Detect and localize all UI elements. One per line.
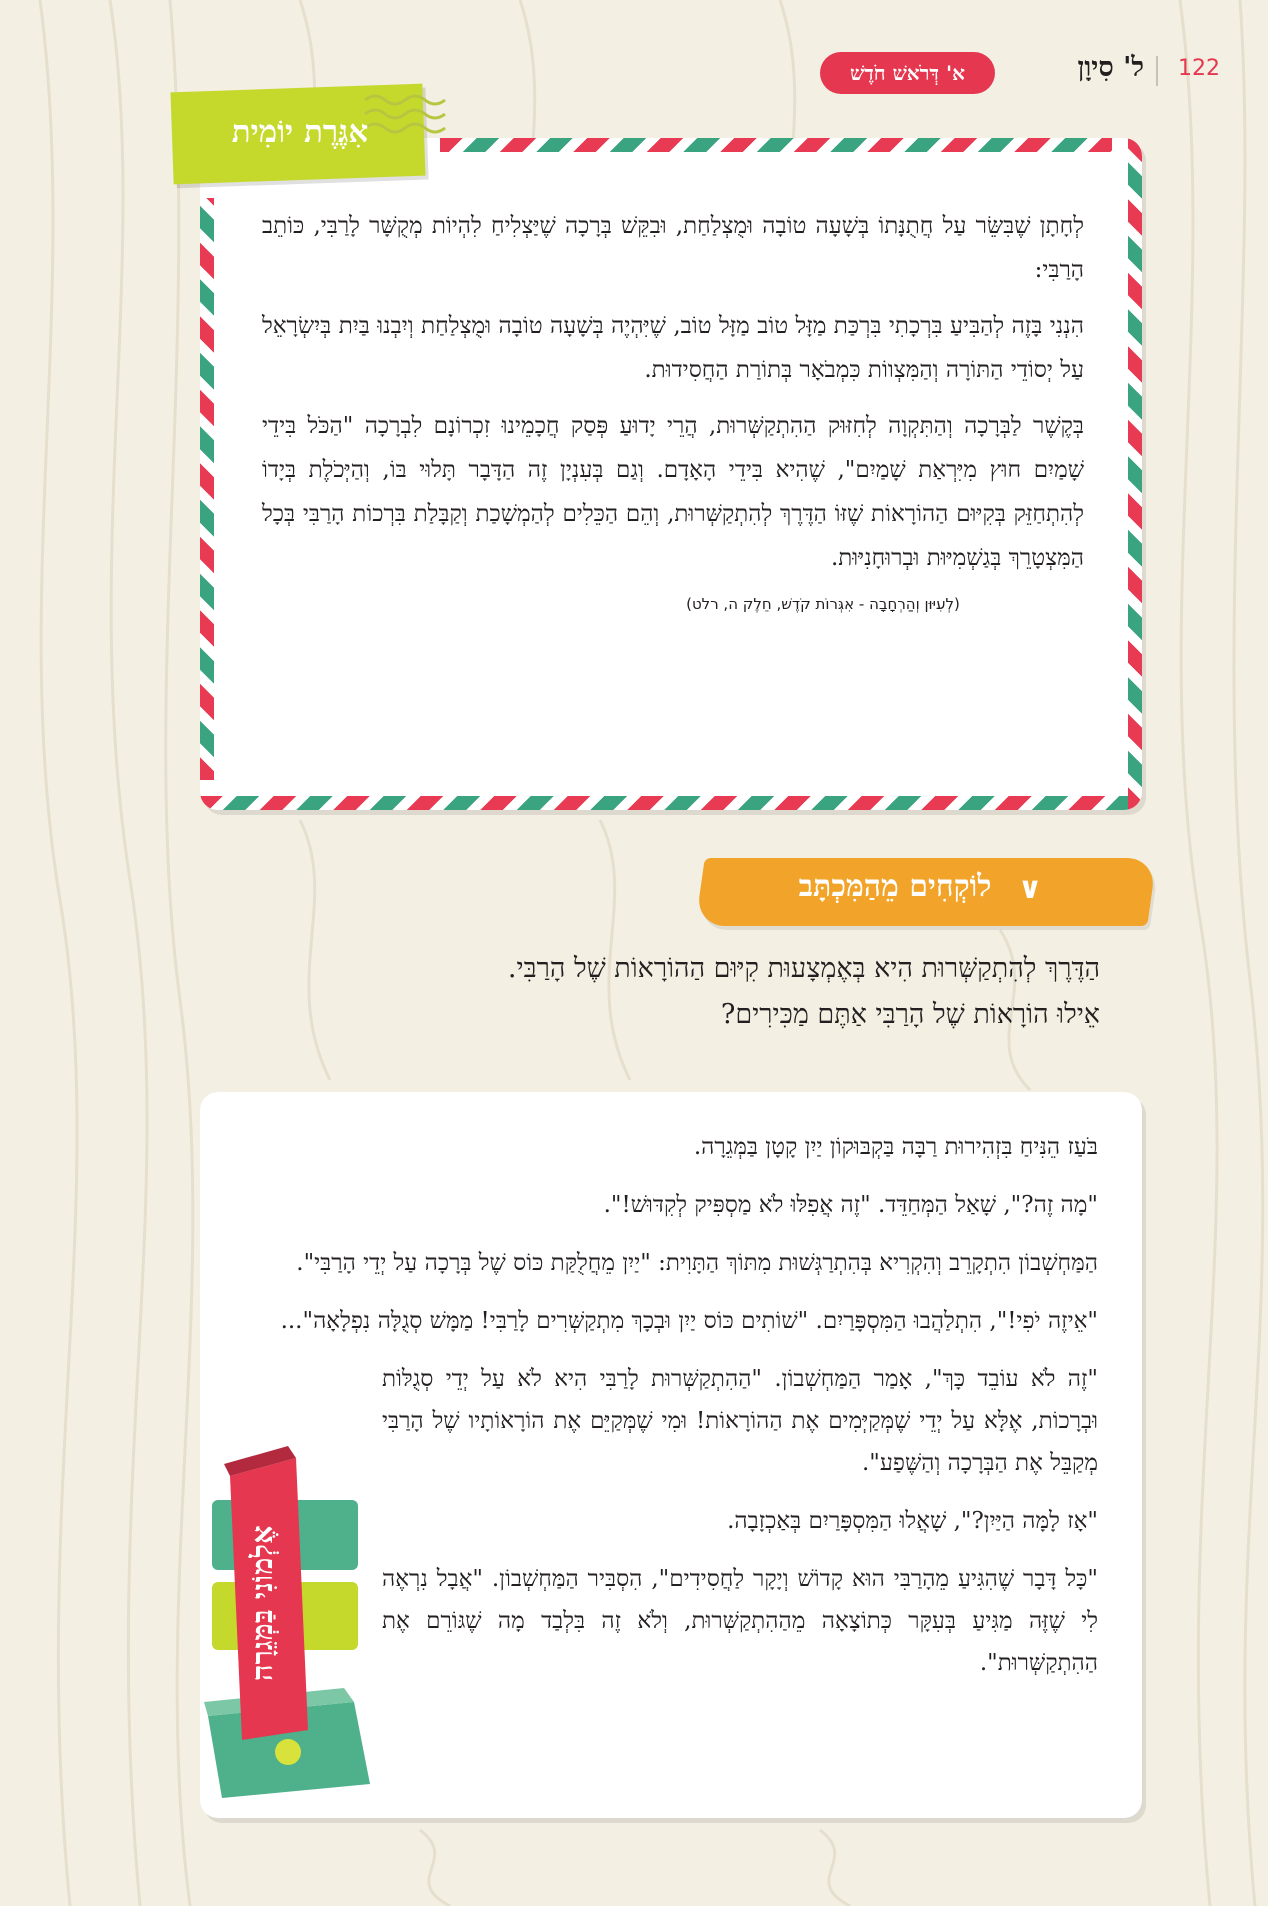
story-paragraph: "כָּל דָּבָר שֶׁהִגִּיעַ מֵהָרַבִּי הוּא קָדוֹשׁ וְיָקָר לַחֲסִידִים", הִסְבִּיר הַמַּחְשְׁבוֹן. "אֲבָל נִרְאֶה לִי שֶׁזֶּה מַגִּיעַ בְּעִקָּר כְּתוֹצָאָה מֵהַהִתְקַשְּׁרוּת, וְלֹא זֶה בִּלְבַד מָה שֶׁגּוֹרֵם אֶת הַהִתְקַשְּׁרוּת". xyxy=(382,1566,1098,1676)
page-number: 122 xyxy=(1178,56,1220,81)
side-label: אֶלְמוֹנִי בַּמְּגֵרָה xyxy=(245,1525,279,1681)
story-body xyxy=(248,1126,1098,1700)
story-paragraph: "מָה זֶה?", שָׁאַל הַמְּחַדֵּד. "זֶה אֲפִלּוּ לֹא מַסְפִּיק לְקִדּוּשׁ!". xyxy=(603,1192,1098,1218)
takeaway-title: לוֹקְחִים מֵהַמִּכְתָּב xyxy=(798,869,992,904)
rosh-chodesh-badge: א' דְּרֹאשׁ חֹדֶשׁ xyxy=(820,52,995,94)
chevron-double-down-icon: ∨ xyxy=(1017,871,1043,906)
story-paragraph: הַמַּחְשְׁבוֹן הִתְקָרֵב וְהִקְרִיא בְּהִתְרַגְּשׁוּת מִתּוֹךְ הַתָּוִית: "יַיִן מֵחֲלֻקַּת כּוֹס שֶׁל בְּרָכָה עַל יְדֵי הָרַבִּי". xyxy=(296,1250,1098,1276)
airmail-border-top xyxy=(440,138,1112,152)
airmail-border-right xyxy=(1128,138,1142,810)
takeaway-question: הַדֶּרֶךְ לְהִתְקַשְּׁרוּת הִיא בְּאֶמְצָעוּת קִיּוּם הַהוֹרָאוֹת שֶׁל הָרַבִּי. אֵילוּ הוֹרָאוֹת שֶׁל הָרַבִּי אַתֶּם מַכִּירִים? xyxy=(507,953,1100,1030)
story-paragraph: "זֶה לֹא עוֹבֵד כָּךְ", אָמַר הַמַּחְשְׁבוֹן. "הַהִתְקַשְּׁרוּת לָרַבִּי הִיא לֹא עַל יְדֵי סְגֻלּוֹת וּבְרָכוֹת, אֶלָּא עַל יְדֵי שֶׁמְּקַיְּמִים אֶת הַהוֹרָאוֹת! וּמִי שֶׁמְּקַיֵּם אֶת הוֹרָאוֹתָיו שֶׁל הָרַבִּי מְקַבֵּל אֶת הַבְּרָכָה וְהַשֶּׁפַע". xyxy=(382,1366,1098,1476)
letter-paragraph: בְּקֶשֶׁר לַבְּרָכָה וְהַתִּקְוָה לְחִזּוּק הַהִתְקַשְּׁרוּת, הֲרֵי יָדוּעַ פְּסַק חֲכָמֵינוּ זִכְרוֹנָם לִבְרָכָה "הַכֹּל בִּידֵי שָׁמַיִם חוּץ מִיִּרְאַת שָׁמַיִם", שֶׁהִיא בִּידֵי הָאָדָם. וְגַם בְּעִנְיָן זֶה הַדָּבָר תָּלוּי בּוֹ, וְהַיְּכֹלֶת בְּיָדוֹ לְהִתְחַזֵּק בְּקִיּוּם הַהוֹרָאוֹת שֶׁזּוֹ הַדֶּרֶךְ לְהִתְקַשְּׁרוּת, וְהֵם הַכֵּלִים לְהַמְשָׁכַת וְקַבָּלַת בִּרְכוֹת הָרַבִּי בְּכָל הַמִּצְטָרֵךְ בְּגַשְׁמִיּוּת וּבְרוּחָנִיּוּת. xyxy=(262,413,1084,571)
letter-source: (לְעִיּוּן וְהַרְחָבָה - אִגְּרוֹת קֹדֶשׁ, חֵלֶק ה, רלט) xyxy=(686,595,960,613)
story-paragraph: "אָז לָמָּה הַיַּיִן?", שָׁאֲלוּ הַמִּסְפָּרַיִם בְּאַכְזָבָה. xyxy=(727,1508,1098,1534)
page-header xyxy=(820,50,1220,96)
airmail-border-left xyxy=(200,198,214,780)
story-paragraph: "אֵיזֶה יֹפִי!", הִתְלַהֲבוּ הַמִּסְפָּרַיִם. "שׁוֹתִים כּוֹס יַיִן וּבְכָךְ מִתְקַשְּׁרִים לָרַבִּי! מַמָּשׁ סְגֻלָּה נִפְלָאָה"... xyxy=(280,1308,1098,1334)
hebrew-date: ל' סִיוָן xyxy=(1077,52,1144,83)
letter-body xyxy=(262,204,1084,616)
story-paragraph: בֹּעַז הֵנִּיחַ בִּזְהִירוּת רַבָּה בַּקְבּוּקוֹן יַיִן קָטָן בַּמְּגֵרָה. xyxy=(693,1134,1098,1160)
header-divider xyxy=(1156,56,1158,86)
letter-paragraph: לְחָתָן שֶׁבִּשֵּׂר עַל חֲתֻנָּתוֹ בְּשָׁעָה טוֹבָה וּמֻצְלַחַת, וּבִקֵּשׁ בְּרָכָה שֶׁיַּצְלִיחַ לִהְיוֹת מְקֻשָּׁר לָרַבִּי, כּוֹתֵב הָרַבִּי: xyxy=(262,213,1084,283)
letter-paragraph: הִנְנִי בָּזֶה לְהַבִּיעַ בִּרְכָתִי בִּרְכַּת מַזָּל טוֹב מַזָּל טוֹב, שֶׁיִּהְיֶה בְּשָׁעָה טוֹבָה וּמֻצְלַחַת וְיִבְנוּ בַּיִת בְּיִשְׂרָאֵל עַל יְסוֹדֵי הַתּוֹרָה וְהַמִּצְווֹת כִּמְבֹאָר בְּתוֹרַת הַחֲסִידוּת. xyxy=(262,313,1084,383)
airmail-border-bottom xyxy=(200,796,1142,810)
drawer-stack-illustration xyxy=(204,1440,374,1800)
letter-title: אִגֶּרֶת יוֹמִית xyxy=(231,114,369,150)
